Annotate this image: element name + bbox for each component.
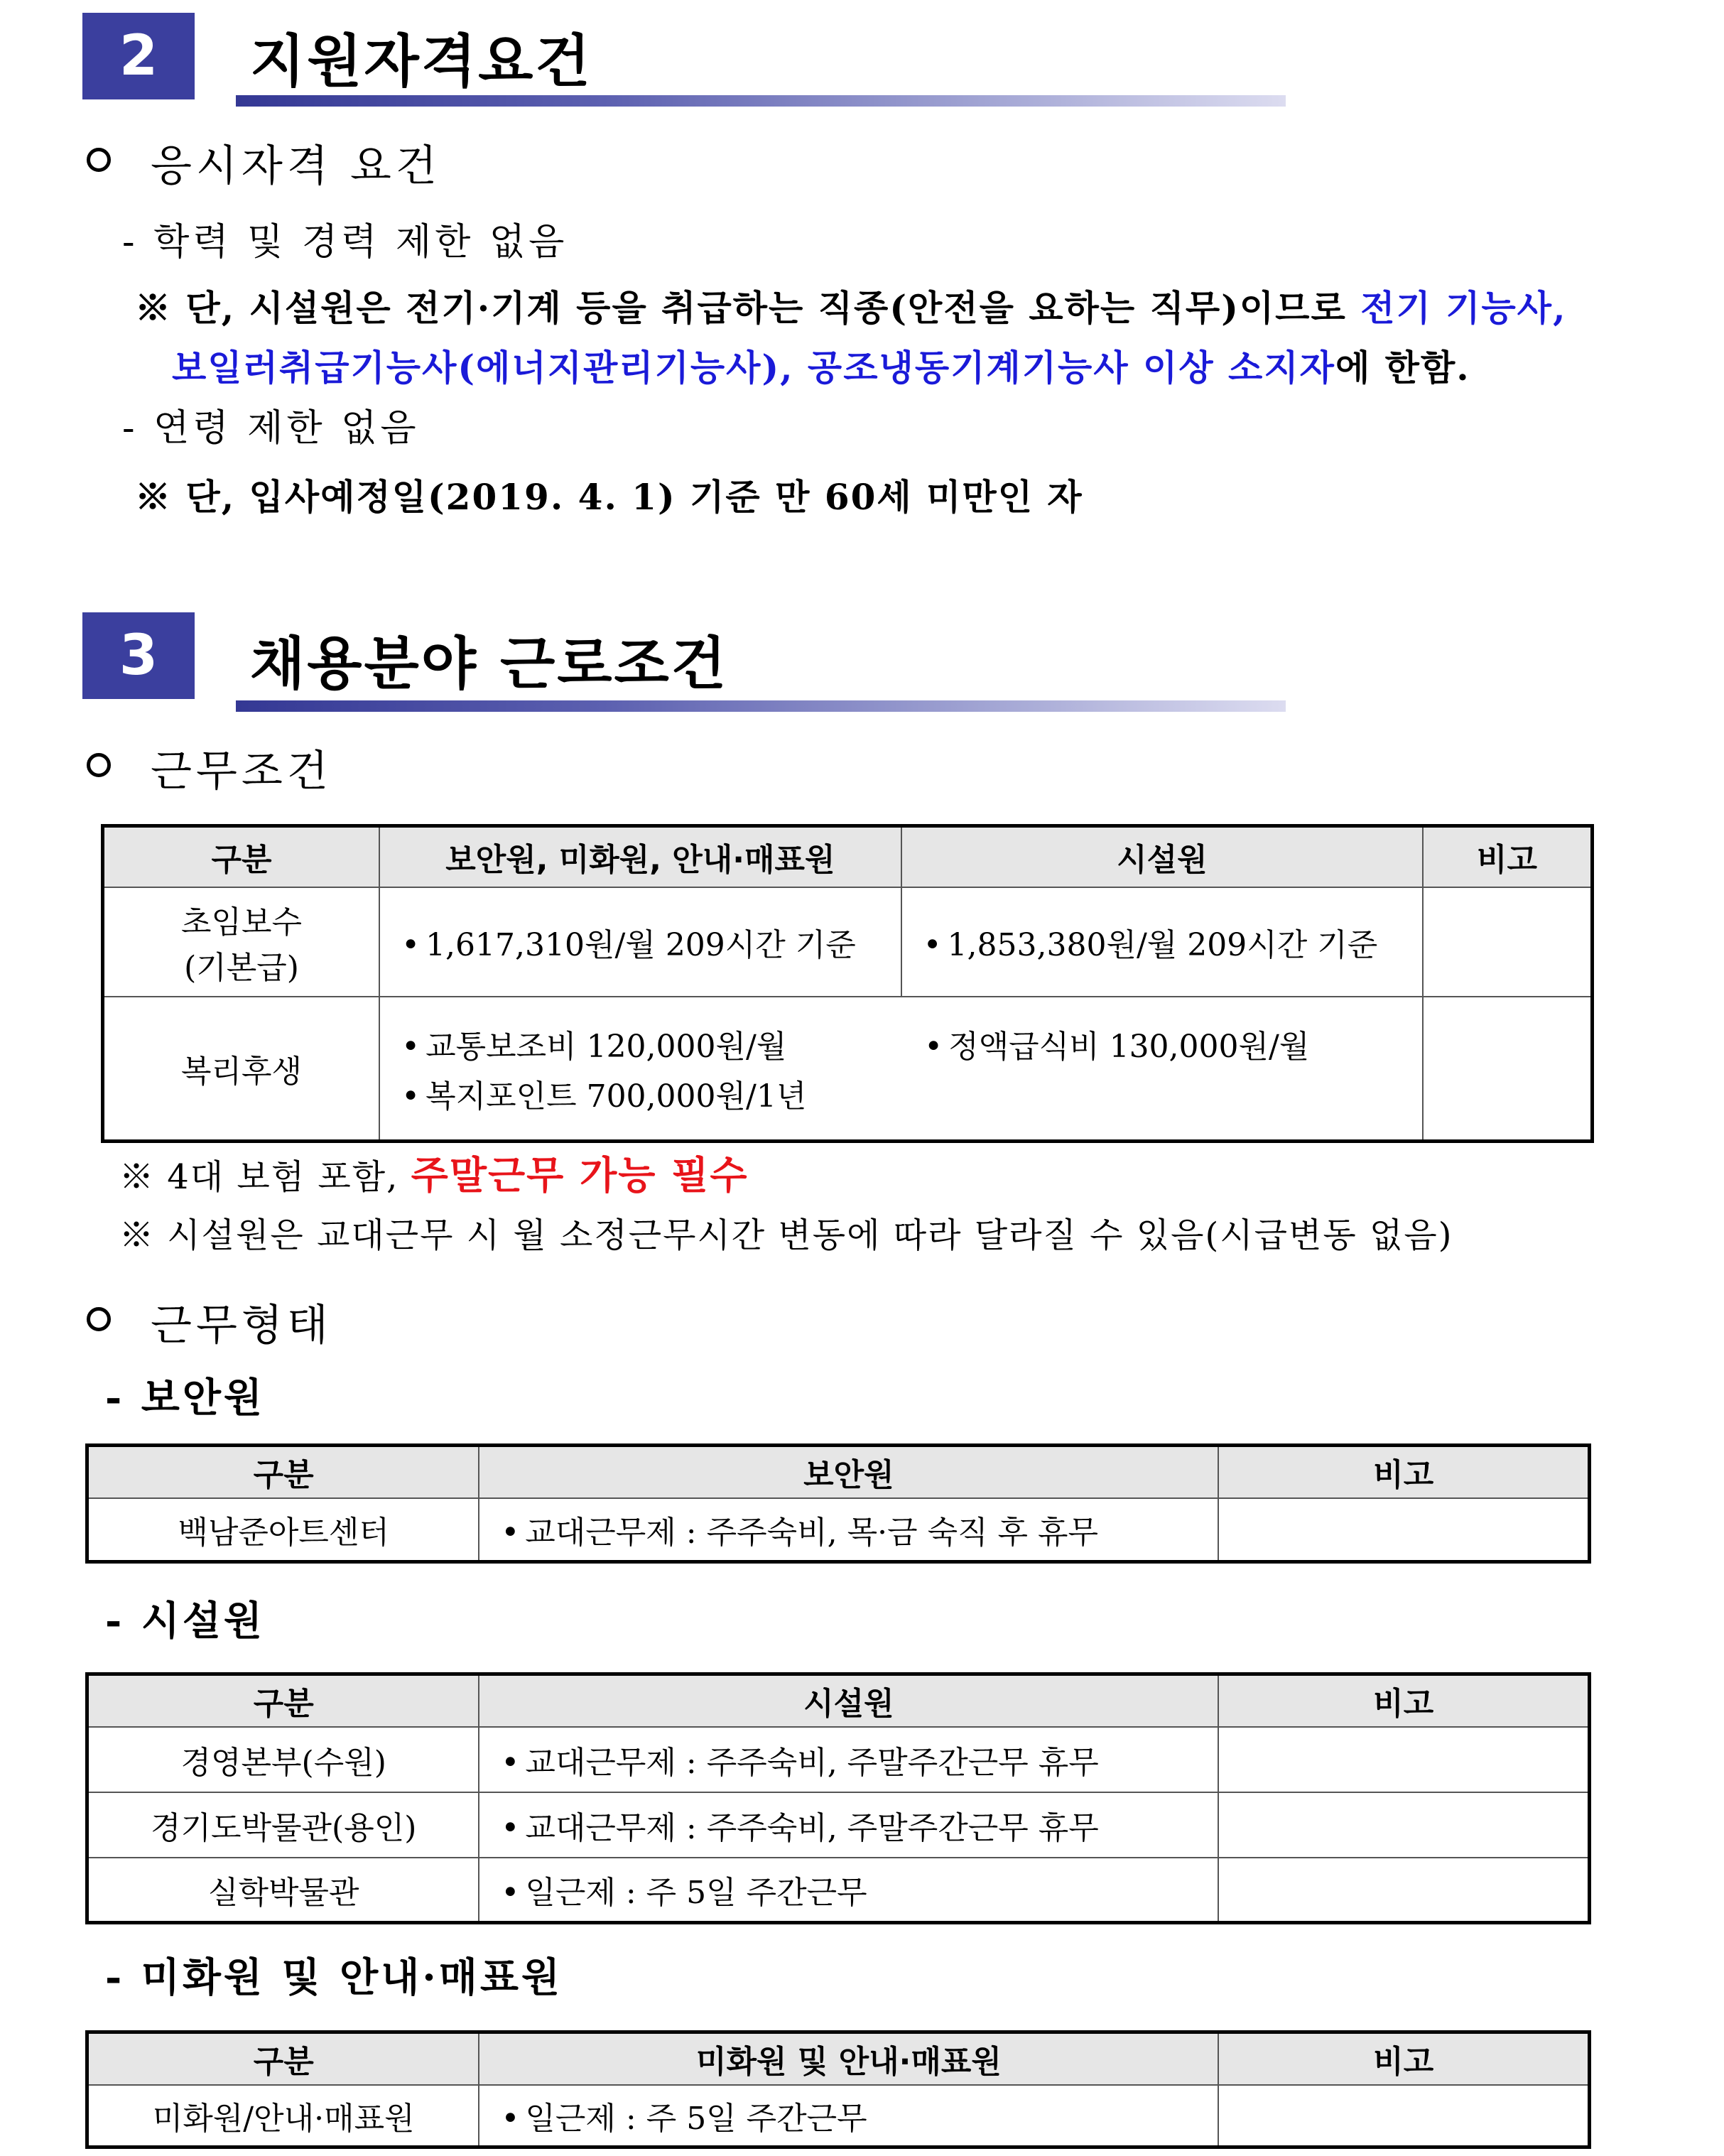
schedule-cell [479, 1498, 1218, 1562]
cell-remarks [1423, 887, 1592, 997]
table-header: 구분 [87, 1446, 479, 1498]
subheading-cleaning-ticketing: - 미화원 및 안내·매표원 [105, 1954, 563, 2001]
note-insurance [119, 1145, 749, 1200]
cell-text: • 1,853,380원/월 209시간 기준 [923, 927, 1378, 963]
section-title: 채용분야 근로조건 [250, 631, 729, 697]
schedule-cell [479, 1727, 1218, 1792]
section-title-underline [236, 95, 1286, 107]
cleaning-ticketing-table [85, 2030, 1591, 2149]
cell-remarks [1218, 2085, 1589, 2147]
table-header: 비고 [1218, 1674, 1589, 1727]
row-label: 복리후생 [103, 997, 380, 1142]
location-cell: 경영본부(수원) [87, 1727, 479, 1792]
requirement-age: - 연령 제한 없음 [122, 407, 420, 450]
section-title: 지원자격요건 [250, 28, 592, 94]
table-header: 보안원 [479, 1446, 1218, 1498]
schedule-cell [479, 1792, 1218, 1858]
section-title-underline [236, 700, 1286, 712]
note-text: 에 한함. [1335, 347, 1470, 389]
table-header: 구분 [87, 2032, 479, 2085]
cell-text: • 교대근무제 : 주주숙비, 주말주간근무 휴무 [501, 1745, 1098, 1781]
schedule-cell [479, 1858, 1218, 1923]
heading-work-type: 근무형태 [151, 1301, 332, 1350]
heading-eligibility: 응시자격 요건 [151, 141, 441, 191]
benefit-item: • 정액급식비 130,000원/월 [924, 1021, 1309, 1066]
table-row [87, 1792, 1590, 1858]
cell-remarks [1218, 1498, 1589, 1562]
table-header: 구분 [87, 1674, 479, 1727]
table-header: 보안원, 미화원, 안내·매표원 [379, 826, 901, 887]
circle-bullet-icon [87, 148, 111, 172]
table-header: 비고 [1218, 2032, 1589, 2085]
row-label-line: 초임보수 [181, 904, 303, 941]
cell-remarks [1218, 1792, 1589, 1858]
section-number: 2 [119, 24, 158, 88]
cell-text: • 1,617,310원/월 209시간 기준 [401, 927, 856, 963]
schedule-cell [479, 2085, 1218, 2147]
table-row [87, 1858, 1590, 1923]
cell-salary-facility [901, 887, 1423, 997]
table-row [87, 1727, 1590, 1792]
cell-benefits [379, 997, 1423, 1142]
benefit-item: • 복지포인트 700,000원/1년 [401, 1071, 924, 1116]
subheading-security: - 보안원 [105, 1375, 266, 1421]
section-number-badge [82, 13, 195, 99]
note-highlight: 보일러취급기능사(에너지관리기능사), 공조냉동기계기능사 이상 소지자 [172, 347, 1335, 389]
subheading-facility: - 시설원 [105, 1598, 266, 1645]
cell-remarks [1423, 997, 1592, 1142]
benefit-item: • 교통보조비 120,000원/월 [401, 1021, 924, 1066]
section-number-badge [82, 612, 195, 699]
location-cell: 경기도박물관(용인) [87, 1792, 479, 1858]
table-row [87, 2085, 1590, 2147]
table-row [103, 887, 1593, 997]
cell-text: • 일근제 : 주 5일 주간근무 [501, 1875, 867, 1911]
location-cell: 미화원/안내·매표원 [87, 2085, 479, 2147]
cell-salary-general [379, 887, 901, 997]
table-row [103, 997, 1593, 1142]
row-label-line: (기본급) [184, 949, 299, 986]
table-header: 비고 [1218, 1446, 1589, 1498]
circle-bullet-icon [87, 1307, 111, 1331]
heading-work-conditions: 근무조건 [151, 747, 332, 796]
location-cell: 실학박물관 [87, 1858, 479, 1923]
table-header: 비고 [1423, 826, 1592, 887]
table-header: 시설원 [901, 826, 1423, 887]
note-text: ※ 단, 시설원은 전기·기계 등을 취급하는 직종(안전을 요하는 직무)이므로 [135, 287, 1361, 329]
note-highlight: 전기 기능사, [1360, 287, 1567, 329]
table-header: 시설원 [479, 1674, 1218, 1727]
section-number: 3 [119, 624, 158, 688]
note-text: ※ 4대 보험 포함, [119, 1157, 411, 1197]
table-header: 미화원 및 안내·매표원 [479, 2032, 1218, 2085]
cell-text: • 일근제 : 주 5일 주간근무 [501, 2101, 867, 2137]
note-facility-hours: ※ 시설원은 교대근무 시 월 소정근무시간 변동에 따라 달라질 수 있음(시급변동 없음) [119, 1215, 1453, 1255]
circle-bullet-icon [87, 753, 111, 777]
location-cell: 백남준아트센터 [87, 1498, 479, 1562]
facility-table [85, 1672, 1591, 1924]
note-facility-license-cont [172, 340, 1470, 391]
table-header: 구분 [103, 826, 380, 887]
row-label [103, 887, 380, 997]
cell-text: • 교대근무제 : 주주숙비, 목·금 숙직 후 휴무 [501, 1515, 1098, 1551]
note-highlight: 주말근무 가능 필수 [411, 1152, 749, 1198]
requirement-education: - 학력 및 경력 제한 없음 [122, 221, 568, 264]
note-age-limit: ※ 단, 입사예정일(2019. 4. 1) 기준 만 60세 미만인 자 [135, 476, 1083, 518]
table-row [87, 1498, 1590, 1562]
note-facility-license [135, 280, 1567, 331]
cell-remarks [1218, 1858, 1589, 1923]
work-conditions-table [101, 824, 1594, 1143]
cell-text: • 교대근무제 : 주주숙비, 주말주간근무 휴무 [501, 1810, 1098, 1846]
security-table [85, 1443, 1591, 1564]
cell-remarks [1218, 1727, 1589, 1792]
